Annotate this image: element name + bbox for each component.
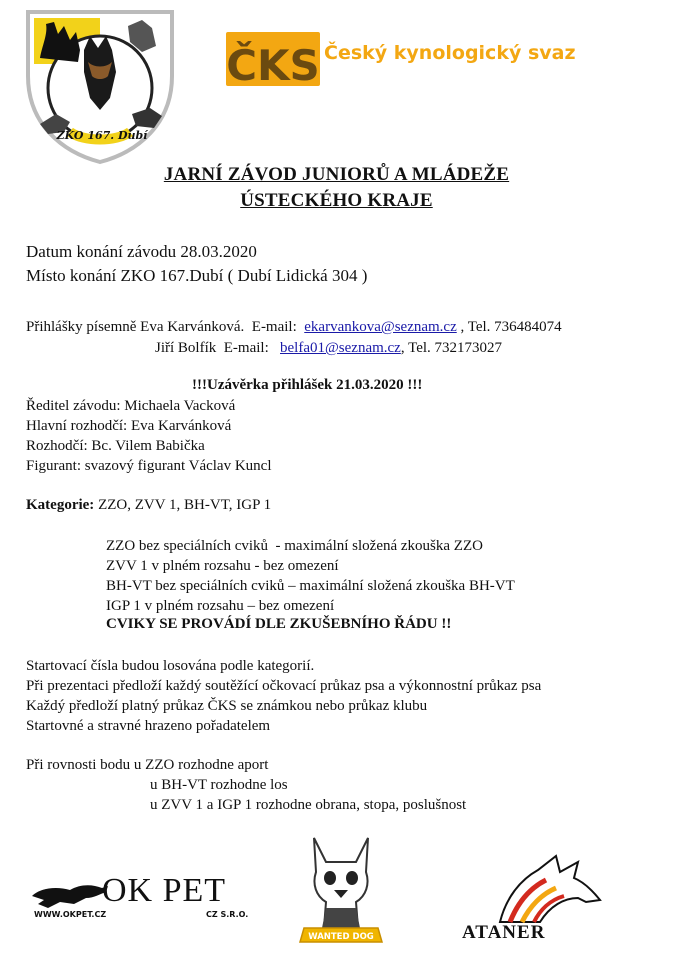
applications-line2-suffix: , Tel. 732173027 [400, 340, 503, 356]
category-emphasis: CVIKY SE PROVÁDÍ DLE ZKUŠEBNÍHO ŘÁDU !! [106, 616, 452, 632]
wanted-dog-logo [296, 832, 386, 950]
cks-mark: ČKS [226, 41, 320, 88]
applications-line2 [155, 338, 502, 358]
category-detail-igp1: IGP 1 v plném rozsahu – bez omezení [106, 598, 335, 614]
cks-logo [226, 24, 576, 90]
note-presentation: Při prezentaci předloží každý soutěžící očkovací průkaz psa a výkonnostní průkaz psa [26, 678, 542, 694]
club-badge-text: ZKO 167. Dubí [56, 129, 148, 142]
categories-label: Kategorie: [26, 497, 95, 513]
email-link-bolfik[interactable]: belfa01@seznam.cz [280, 340, 401, 356]
official-figurant: Figurant: svazový figurant Václav Kuncl [26, 458, 272, 474]
applications-line1-suffix: , Tel. 736484074 [456, 319, 562, 335]
club-badge-logo [18, 6, 182, 166]
tiebreak-bhvt: u BH-VT rozhodne los [150, 777, 288, 793]
ataner-logo [460, 854, 610, 946]
applications-line1 [26, 317, 562, 337]
category-detail-zvv1: ZVV 1 v plném rozsahu - bez omezení [106, 558, 339, 574]
category-detail-bhvt: BH-VT bez speciálních cviků – maximální složená zkouška BH-VT [106, 578, 515, 594]
page-title-line2: ÚSTECKÉHO KRAJE [240, 190, 433, 211]
categories-line [26, 495, 271, 515]
note-start-numbers: Startovací čísla budou losována podle kategorií. [26, 658, 315, 674]
okpet-logo [30, 872, 249, 922]
shepherd-head-icon [460, 854, 610, 924]
email-link-karvankova[interactable]: ekarvankova@seznam.cz [304, 319, 457, 335]
greyhound-icon [30, 878, 110, 912]
wanted-dog-text: WANTED DOG [308, 932, 374, 942]
page-title-line1: JARNÍ ZÁVOD JUNIORŮ A MLÁDEŽE [163, 164, 510, 185]
categories-value: ZZO, ZVV 1, BH-VT, IGP 1 [94, 497, 272, 513]
applications-line1-prefix: Přihlášky písemně Eva Karvánková. E-mail: [26, 319, 305, 335]
applications-line2-prefix: Jiří Bolfík E-mail: [155, 340, 280, 356]
tiebreak-zzo: Při rovnosti bodu u ZZO rozhodne aport [26, 757, 269, 773]
official-judge: Rozhodčí: Bc. Vilem Babička [26, 438, 205, 454]
cks-name: Český kynologický svaz [324, 42, 576, 64]
deadline-notice: !!!Uzávěrka přihlášek 21.03.2020 !!! [192, 377, 423, 393]
category-detail-zzo: ZZO bez speciálních cviků - maximální složená zkouška ZZO [106, 538, 483, 554]
ataner-name: ATANER [462, 922, 546, 943]
event-date: Datum konání závodu 28.03.2020 [26, 242, 257, 261]
tiebreak-zvv-igp: u ZVV 1 a IGP 1 rozhodne obrana, stopa, poslušnost [150, 797, 467, 813]
official-director: Ředitel závodu: Michaela Vacková [26, 398, 236, 414]
note-fees: Startovné a stravné hrazeno pořadatelem [26, 718, 271, 734]
okpet-name: OK PET [102, 872, 227, 909]
okpet-url: WWW.OKPET.CZ [34, 910, 107, 919]
official-main-judge: Hlavní rozhodčí: Eva Karvánková [26, 418, 232, 434]
event-place: Místo konání ZKO 167.Dubí ( Dubí Lidická 304 ) [26, 266, 368, 285]
note-cks-card: Každý předloží platný průkaz ČKS se známkou nebo průkaz klubu [26, 698, 428, 714]
okpet-suffix: CZ S.R.O. [206, 910, 249, 919]
